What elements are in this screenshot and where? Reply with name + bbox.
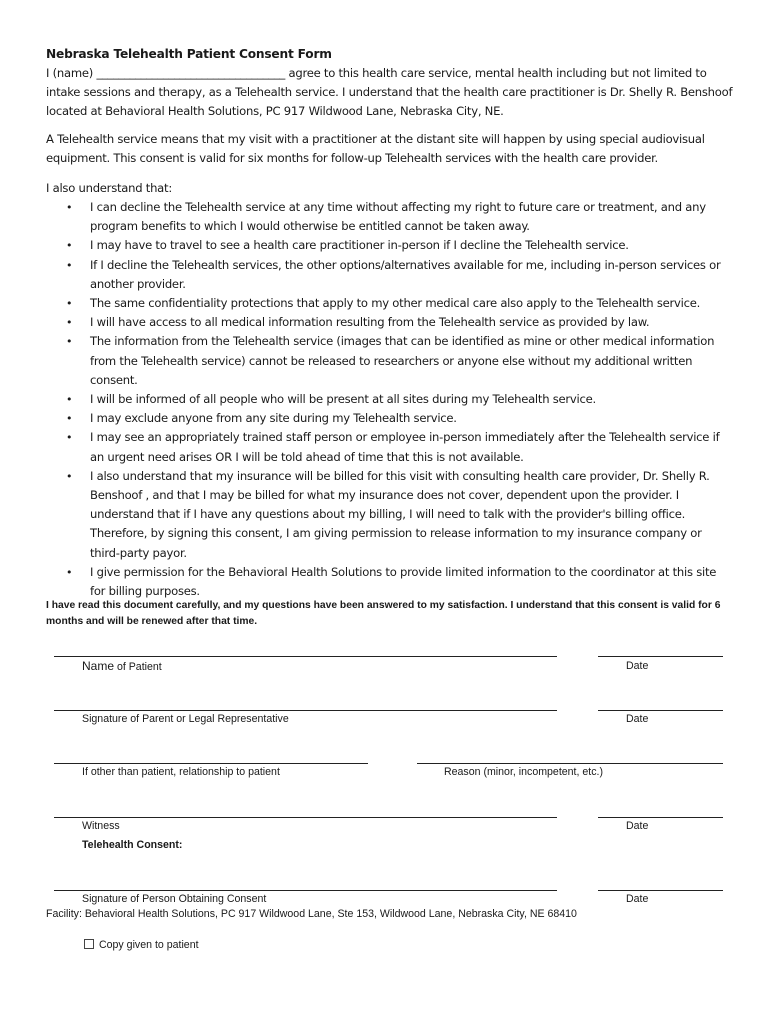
witness-line[interactable] (54, 817, 557, 818)
list-item-text: I will have access to all medical information resulting from the Telehealth service as provided by law. (90, 315, 650, 330)
parent-date-line[interactable] (598, 710, 723, 711)
bullet-icon: • (66, 469, 73, 483)
copy-given-label: Copy given to patient (99, 939, 199, 951)
understanding-list (64, 198, 724, 601)
bullet-icon: • (66, 239, 73, 253)
list-item (64, 236, 724, 255)
copy-given-option[interactable] (84, 939, 199, 951)
obtaining-consent-label: Signature of Person Obtaining Consent (82, 893, 267, 905)
date-label: Date (626, 713, 649, 725)
patient-name-line[interactable] (54, 656, 557, 657)
list-item-text: I will be informed of all people who will be present at all sites during my Telehealth service. (90, 392, 596, 407)
consent-paragraph-name: I (name) __________________________________ agree to this health care service, mental health including but not limited to intake sessions and therapy, as a Telehealth service. I understand that the health care practitioner is Dr. Shelly R. Benshoof located at Behavioral Health Solutions, PC 917 Wildwood Lane, Nebraska City, NE. (46, 66, 733, 119)
list-item (64, 332, 724, 390)
list-item-text: I give permission for the Behavioral Health Solutions to provide limited information to the coordinator at this site for billing purposes. (90, 564, 717, 599)
list-item-text: I can decline the Telehealth service at any time without affecting my right to future care or treatment, and any program benefits to which I would otherwise be entitled cannot be taken away. (90, 200, 706, 234)
understanding-intro: I also understand that: (46, 181, 172, 195)
reason-line[interactable] (417, 763, 723, 764)
bullet-icon: • (66, 297, 73, 311)
bullet-icon: • (66, 431, 73, 445)
list-item (64, 390, 724, 409)
date-label: Date (626, 893, 649, 905)
witness-label: Witness (82, 820, 120, 832)
list-item (64, 409, 724, 428)
list-item (64, 467, 724, 563)
relationship-line[interactable] (54, 763, 368, 764)
telehealth-consent-heading: Telehealth Consent: (82, 839, 183, 851)
list-item-text: I may see an appropriately trained staff person or employee in-person immediately after the Telehealth service if an urgent need arises OR I will be told ahead of time that this is not available. (90, 430, 720, 464)
list-item (64, 313, 724, 332)
reason-label: Reason (minor, incompetent, etc.) (444, 766, 603, 778)
date-label: Date (626, 820, 649, 832)
bullet-icon: • (66, 201, 73, 214)
bullet-icon: • (66, 565, 73, 579)
parent-signature-line[interactable] (54, 710, 557, 711)
list-item (64, 294, 724, 313)
list-item (64, 256, 724, 294)
list-item-text: If I decline the Telehealth services, the other options/alternatives available for me, including in-person services or another provider. (90, 257, 721, 291)
bullet-icon: • (66, 412, 73, 426)
facility-address: Facility: Behavioral Health Solutions, PC 917 Wildwood Lane, Ste 153, Wildwood Lane, Nebraska City, NE 68410 (46, 908, 577, 920)
list-item (64, 428, 724, 466)
obtaining-consent-line[interactable] (54, 890, 557, 891)
parent-signature-label: Signature of Parent or Legal Representative (82, 713, 289, 725)
date-label: Date (626, 660, 649, 672)
acknowledgement-statement: I have read this document carefully, and my questions have been answered to my satisfaction. I understand that this consent is valid for 6 months and will be renewed after that time. (46, 600, 721, 627)
list-item-text: I may exclude anyone from any site during my Telehealth service. (90, 411, 457, 426)
bullet-icon: • (66, 258, 73, 272)
patient-date-line[interactable] (598, 656, 723, 657)
checkbox-icon[interactable] (84, 939, 94, 949)
list-item-text: I may have to travel to see a health care practitioner in-person if I decline the Telehealth service. (90, 238, 629, 253)
witness-date-line[interactable] (598, 817, 723, 818)
obtaining-date-line[interactable] (598, 890, 723, 891)
telehealth-definition-paragraph: A Telehealth service means that my visit with a practitioner at the distant site will happen by using special audiovisual equipment. This consent is valid for six months for follow-up Telehealth services with the health care provider. (46, 132, 705, 166)
bullet-icon: • (66, 393, 73, 407)
bullet-icon: • (66, 335, 73, 349)
bullet-icon: • (66, 316, 73, 330)
list-item-text: I also understand that my insurance will be billed for this visit with consulting health care provider, Dr. Shelly R. Benshoof , and that I may be billed for what my insurance does not cover, dependent upon the provider. I understand that if I have any questions about my billing, I will need to talk with the provider's billing office. Therefore, by signing this consent, I am giving permission to release information to my insurance company or third-party payor. (90, 468, 710, 560)
patient-name-label: Name of Patient (82, 659, 162, 673)
list-item-text: The information from the Telehealth service (images that can be identified as mine or other medical information from the Telehealth service) cannot be released to researchers or anyone else without my additional written consent. (90, 334, 715, 387)
list-item (64, 198, 724, 236)
relationship-label: If other than patient, relationship to patient (82, 766, 280, 778)
list-item-text: The same confidentiality protections that apply to my other medical care also apply to the Telehealth service. (90, 296, 701, 311)
form-title: Nebraska Telehealth Patient Consent Form (46, 47, 332, 61)
list-item (64, 563, 724, 601)
